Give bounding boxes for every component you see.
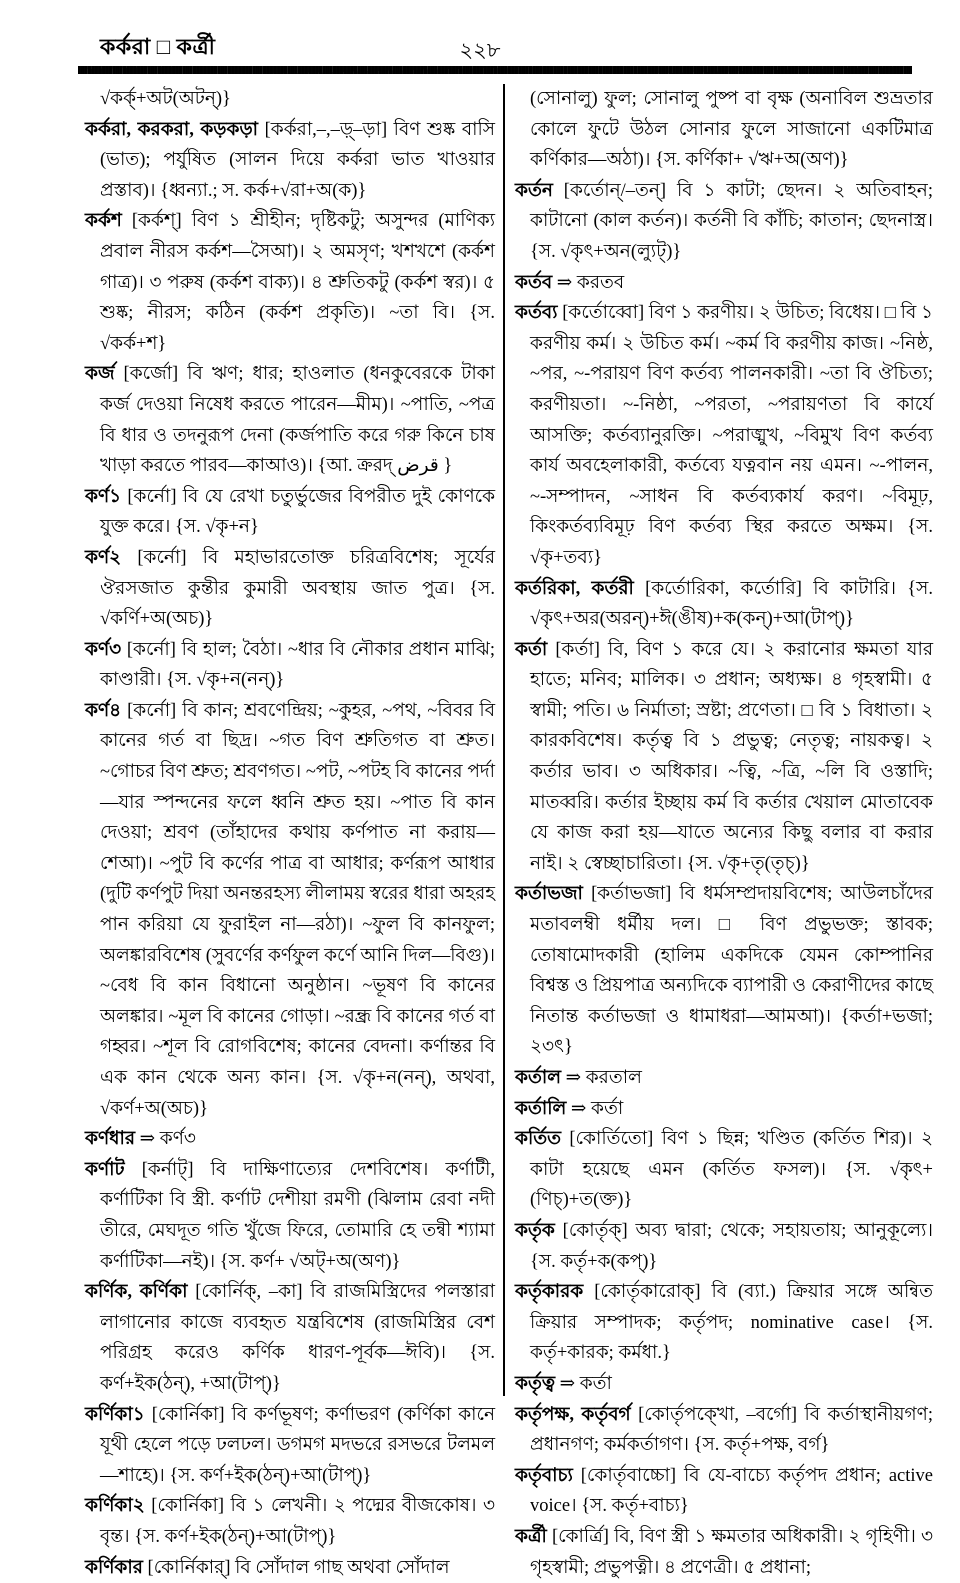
entry-headword: কর্তরিকা, কর্তরী <box>515 579 634 599</box>
entry-body: ⇒ কর্ণ৩ <box>140 1129 196 1149</box>
entry-headword: কর্তা <box>515 640 547 660</box>
dictionary-entry <box>515 879 933 1063</box>
dictionary-entry <box>515 84 933 176</box>
entry-body: [কর্নো] বি হাল; বৈঠা। ~ধার বি নৌকার প্রধান মাঝি; কাণ্ডারী। {স. √কৃ+ন(নন্)} <box>100 640 495 691</box>
entry-body: [কর্কশ্] বিণ ১ শ্রীহীন; দৃষ্টিকটু; অসুন্দর (মাণিক্য প্রবাল নীরস কর্কশ—সৈআ)। ২ অমসৃণ; খশখশে (কর্কশ গাত্র)। ৩ পরুষ (কর্কশ বাক্য)। ৪ শ্রুতিকটু (কর্কশ স্বর)। ৫ শুষ্ক; নীরস; কঠিন (কর্কশ প্রকৃতি)। ~তা বি। {স. √কর্ক+শ} <box>100 211 495 353</box>
entry-body: [কর্নাট্] বি দাক্ষিণাত্যের দেশবিশেষ। কর্ণাটী, কর্ণাটিকা বি স্ত্রী. কর্ণাট দেশীয়া রমণী (ঝিলাম রেবা নদী তীরে, মেঘদূত গতি খুঁজে ফিরে, তোমারি হে তন্বী শ্যামা কর্ণাটিকা—নই)। {স. কর্ণ+ √অট্+অ(অণ)} <box>100 1160 495 1272</box>
entry-headword: কর্তৃক <box>515 1221 555 1241</box>
entry-body: [কর্জো] বি ঋণ; ধার; হাওলাত (ধনকুবেরকে টাকা কর্জ দেওয়া নিষেধ করতে পারেন—মীম)। ~পাতি, ~পত্র বি ধার ও তদনুরূপ দেনা (কর্জপাতি করে গরু কিনে চাষ খাড়া করতে পারব—কাআও)। {আ. ক্ররদ্ قرض } <box>100 364 495 476</box>
entry-body: [কর্নো] বি যে রেখা চতুর্ভুজের বিপরীত দুই কোণকে যুক্ত করে। {স. √কৃ+ন} <box>100 487 495 538</box>
entry-body: [কোর্নিকা] বি ১ লেখনী। ২ পদ্মের বীজকোষ। ৩ বৃন্ত। {স. কর্ণ+ইক(ঠন্)+আ(টাপ্)} <box>100 1496 495 1547</box>
running-title: কর্করা □ কর্ত্রী <box>100 30 215 67</box>
entry-body: [কর্নো] বি কান; শ্রবণেন্দ্রিয়; ~কুহর, ~পথ, ~বিবর বি কানের গর্ত বা ছিদ্র। ~গত বিণ শ্রুতিগত বা শ্রুত। ~গোচর বিণ শ্রুত; শ্রবণগত। ~পট, ~পটহ বি কানের পর্দা—যার স্পন্দনের ফলে ধ্বনি শ্রুত হয়। ~পাত বি কান দেওয়া; শ্রবণ (তাঁহাদের কথায় কর্ণপাত না করায়—শেআ)। ~পুট বি কর্ণের পাত্র বা আধার; কর্ণরূপ আধার (দুটি কর্ণপুট দিয়া অনন্তরহস্য লীলাময় স্বরের ধারা অহরহ পান করিয়া যে ফুরাইল না—রঠা)। ~ফুল বি কানফুল; অলঙ্কারবিশেষ (সুবর্ণের কর্ণফুল কর্ণে আনি দিল—বিগু)। ~বেধ বি কান বিধানো অনুষ্ঠান। ~ভূষণ বি কানের অলঙ্কার। ~মূল বি কানের গোড়া। ~রন্ধ্র বি কানের গর্ত বা গহ্বর। ~শূল বি রোগবিশেষ; কানের বেদনা। কর্ণান্তর বি এক কান থেকে অন্য কান। {স. √কৃ+ন(নন্), অথবা, √কর্ণ+অ(অচ)} <box>100 701 495 1119</box>
entry-headword: কর্ণিকার <box>85 1558 143 1578</box>
entry-headword: কর্ণধার <box>85 1129 135 1149</box>
entry-body: [কোর্তিতো] বিণ ১ ছিন্ন; খণ্ডিত (কর্তিত শির)। ২ কাটা হয়েছে এমন (কর্তিত ফসল)। {স. √কৃৎ+(ণিচ্)+ত(ক্ত)} <box>530 1129 933 1210</box>
entry-headword: কর্ণিকা২ <box>85 1496 145 1516</box>
dictionary-entry <box>515 1216 933 1277</box>
dictionary-entry <box>515 574 933 635</box>
entry-headword: কর্ণ১ <box>85 487 121 507</box>
entry-headword: কর্তৃত্ব <box>515 1374 555 1394</box>
dictionary-entry-crossref <box>515 1369 933 1400</box>
dictionary-entry <box>85 1553 495 1583</box>
entry-body: ⇒ করতাল <box>566 1068 642 1088</box>
dictionary-entry <box>85 115 495 207</box>
entry-headword: কর্তৃবাচ্য <box>515 1466 573 1486</box>
dictionary-entry-crossref <box>85 1124 495 1155</box>
entry-body: (সোনালু) ফুল; সোনালু পুষ্প বা বৃক্ষ (অনাবিল শুভ্রতার কোলে ফুটে উঠল সোনার ফুলে সাজানো একটিমাত্র কর্ণিকার—অঠা)। {স. কর্ণিকা+ √ঋ+অ(অণ)} <box>530 89 933 170</box>
entry-body: [কর্নো] বি মহাভারতোক্ত চরিত্রবিশেষ; সূর্যের ঔরসজাত কুন্তীর কুমারী অবস্থায় জাত পুত্র। {স. √কর্ণি+অ(অচ)} <box>100 548 495 629</box>
left-column <box>85 84 495 1404</box>
dictionary-entry <box>515 1522 933 1583</box>
entry-headword: কর্ণিক, কর্ণিকা <box>85 1282 187 1302</box>
entry-body: √কর্ক্+অট(অটন্)} <box>100 89 231 109</box>
decorative-rule <box>78 66 912 74</box>
entry-headword: কর্তব <box>515 273 552 293</box>
entry-headword: কর্করা, করকরা, কড়কড়া <box>85 120 258 140</box>
page-number: ২২৮ <box>430 34 530 69</box>
dictionary-entry <box>85 84 495 115</box>
entry-body: [কোর্নিকার্] বি সোঁদাল গাছ অথবা সোঁদাল <box>148 1558 450 1578</box>
entry-body: [কোর্তৃপক্খো, –বর্গো] বি কর্তাস্থানীয়গণ; প্রধানগণ; কর্মকর্তাগণ। {স. কর্তৃ+পক্ষ, বর্গ} <box>530 1405 933 1456</box>
column-divider-rule <box>503 84 505 1396</box>
entry-headword: কর্ণ৪ <box>85 701 121 721</box>
dictionary-entry <box>85 543 495 635</box>
entry-body: [কোর্তৃক্] অব্য দ্বারা; থেকে; সহায়তায়; আনুকূল্যে। {স. কর্তৃ+ক(কপ্)} <box>530 1221 933 1272</box>
entry-headword: কর্ণ২ <box>85 548 121 568</box>
dictionary-entry <box>515 176 933 268</box>
entry-headword: কর্ণিকা১ <box>85 1405 145 1425</box>
dictionary-entry <box>85 635 495 696</box>
entry-body: [কোর্তৃকারোক্] বি (ব্যা.) ক্রিয়ার সঙ্গে অন্বিত ক্রিয়ার সম্পাদক; কর্তৃপদ; nominative case। {স. কর্তৃ+কারক; কর্মধা.} <box>530 1282 933 1363</box>
entry-headword: কর্জ <box>85 364 115 384</box>
entry-headword: কর্তিত <box>515 1129 561 1149</box>
entry-body: ⇒ করতব <box>557 273 624 293</box>
entry-body: [কোর্নিকা] বি কর্ণভূষণ; কর্ণাভরণ (কর্ণিকা কানে যূথী হেলে পড়ে ঢলঢল। ডগমগ মদভরে রসভরে টলমল—শাহে)। {স. কর্ণ+ইক(ঠন্)+আ(টাপ্)} <box>100 1405 495 1486</box>
entry-body: ⇒ কর্তা <box>571 1099 623 1119</box>
entry-body: [কর্তোব্বো] বিণ ১ করণীয়। ২ উচিত; বিধেয়। □ বি ১ করণীয় কর্ম। ২ উচিত কর্ম। ~কর্ম বি করণীয় কাজ। ~নিষ্ঠ, ~পর, ~-পরায়ণ বিণ কর্তব্য পালনকারী। ~তা বি ঔচিত্য; করণীয়তা। ~-নিষ্ঠা, ~পরতা, ~পরায়ণতা বি কার্যে আসক্তি; কর্তব্যানুরক্তি। ~পরাঙ্মুখ, ~বিমুখ বিণ কর্তব্য কার্য অবহেলাকারী, কর্তব্যে যত্নবান নয় এমন। ~-পালন, ~-সম্পাদন, ~সাধন বি কর্তব্যকার্য করণ। ~বিমূঢ়, কিংকর্তব্যবিমূঢ় বিণ কর্তব্য স্থির করতে অক্ষম। {স. √কৃ+তব্য} <box>530 303 933 568</box>
right-column <box>515 84 933 1404</box>
dictionary-entry <box>85 1277 495 1399</box>
entry-body: [কর্করা,–,–ড়্–ড়া] বিণ শুষ্ক বাসি (ভাত); পর্যুষিত (সালন দিয়ে কর্করা ভাত খাওয়ার প্রস্তাব)। {ধ্বন্যা.; স. কর্ক+√রা+অ(ক)} <box>100 120 495 201</box>
entry-body: [কোর্ত্রি] বি, বিণ স্ত্রী ১ ক্ষমতার অধিকারী। ২ গৃহিণী। ৩ গৃহস্বামী; প্রভুপত্নী। ৪ প্রণেত্রী। ৫ প্রধানা; <box>530 1527 933 1578</box>
dictionary-entry-crossref <box>515 268 933 299</box>
entry-headword: কর্তৃপক্ষ, কর্তৃবর্গ <box>515 1405 631 1425</box>
dictionary-entry <box>515 635 933 880</box>
dictionary-entry <box>85 1400 495 1492</box>
dictionary-entry-crossref <box>515 1063 933 1094</box>
entry-body: [কর্তাভজা] বি ধর্মসম্প্রদায়বিশেষ; আউলচাঁদের মতাবলম্বী ধর্মীয় দল। □ বিণ প্রভুভক্ত; স্তাবক; তোষামোদকারী (হালিম একদিকে যেমন কোম্পানির বিশ্বস্ত ও প্রিয়পাত্র অন্যদিকে ব্যাপারী ও কেরাণীদের কাছে নিতান্ত কর্তাভজা ও ধামাধরা—আমআ)। {কর্তা+ভজা; ২৩ৎ} <box>530 884 933 1057</box>
dictionary-entry <box>515 1400 933 1461</box>
dictionary-entry <box>515 1124 933 1216</box>
entry-headword: কর্ত্রী <box>515 1527 547 1547</box>
entry-headword: কর্তৃকারক <box>515 1282 583 1302</box>
dictionary-entry <box>85 206 495 359</box>
dictionary-entry <box>515 1277 933 1369</box>
entry-body: [কর্তোরিকা, কর্তোরি] বি কাটারি। {স. √কৃৎ+অর(অরন্)+ঈ(ঙীষ)+ক(কন্)+আ(টাপ্)} <box>530 579 933 630</box>
page-body <box>85 84 933 1404</box>
entry-headword: কর্তব্য <box>515 303 558 323</box>
entry-headword: কর্কশ <box>85 211 122 231</box>
entry-body: [কর্তা] বি, বিণ ১ করে যে। ২ করানোর ক্ষমতা যার হাতে; মনিব; মালিক। ৩ প্রধান; অধ্যক্ষ। ৪ গৃহস্বামী। ৫ স্বামী; পতি। ৬ নির্মাতা; স্রষ্টা; প্রণেতা। □ বি ১ বিধাতা। ২ কারকবিশেষ। কর্তৃত্ব বি ১ প্রভুত্ব; নেতৃত্ব; নায়কত্ব। ২ কর্তার ভাব। ৩ অধিকার। ~ত্বি, ~ত্রি, ~লি বি ওস্তাদি; মাতব্বরি। কর্তার ইচ্ছায় কর্ম বি কর্তার খেয়াল মোতাবেক যে কাজ করা হয়—যাতে অন্যের কিছু বলার বা করার নাই। ২ স্বেচ্ছাচারিতা। {স. √কৃ+তৃ(তৃচ্)} <box>530 640 933 874</box>
entry-body: ⇒ কর্তা <box>560 1374 612 1394</box>
dictionary-entry <box>515 1461 933 1522</box>
entry-body: [কোর্তৃবাচ্চো] বি যে-বাচ্যে কর্তৃপদ প্রধান; active voice। {স. কর্তৃ+বাচ্য} <box>530 1466 933 1517</box>
dictionary-entry <box>515 298 933 573</box>
dictionary-entry <box>85 482 495 543</box>
entry-headword: কর্ণাট <box>85 1160 125 1180</box>
entry-headword: কর্তালি <box>515 1099 566 1119</box>
dictionary-entry-crossref <box>515 1094 933 1125</box>
entry-headword: কর্ণ৩ <box>85 640 121 660</box>
entry-body: [কর্তোন্/–তন্] বি ১ কাটা; ছেদন। ২ অতিবাহন; কাটানো (কাল কর্তন)। কর্তনী বি কাঁচি; কাতান; ছেদনাস্ত্র। {স. √কৃৎ+অন(ল্যুট্)} <box>530 181 933 262</box>
entry-headword: কর্তাল <box>515 1068 561 1088</box>
dictionary-entry <box>85 1155 495 1277</box>
dictionary-entry <box>85 696 495 1124</box>
entry-headword: কর্তন <box>515 181 553 201</box>
entry-body: [কোর্নিক্, –কা] বি রাজমিস্ত্রিদের পলস্তারা লাগানোর কাজে ব্যবহৃত যন্ত্রবিশেষ (রাজমিস্ত্রির বেশ পরিগ্রহ করেও কর্ণিক ধারণ-পূর্বক—ঈবি)। {স. কর্ণ+ইক(ঠন্), +আ(টাপ্)} <box>100 1282 495 1394</box>
dictionary-entry <box>85 1491 495 1552</box>
entry-headword: কর্তাভজা <box>515 884 583 904</box>
dictionary-entry <box>85 359 495 481</box>
